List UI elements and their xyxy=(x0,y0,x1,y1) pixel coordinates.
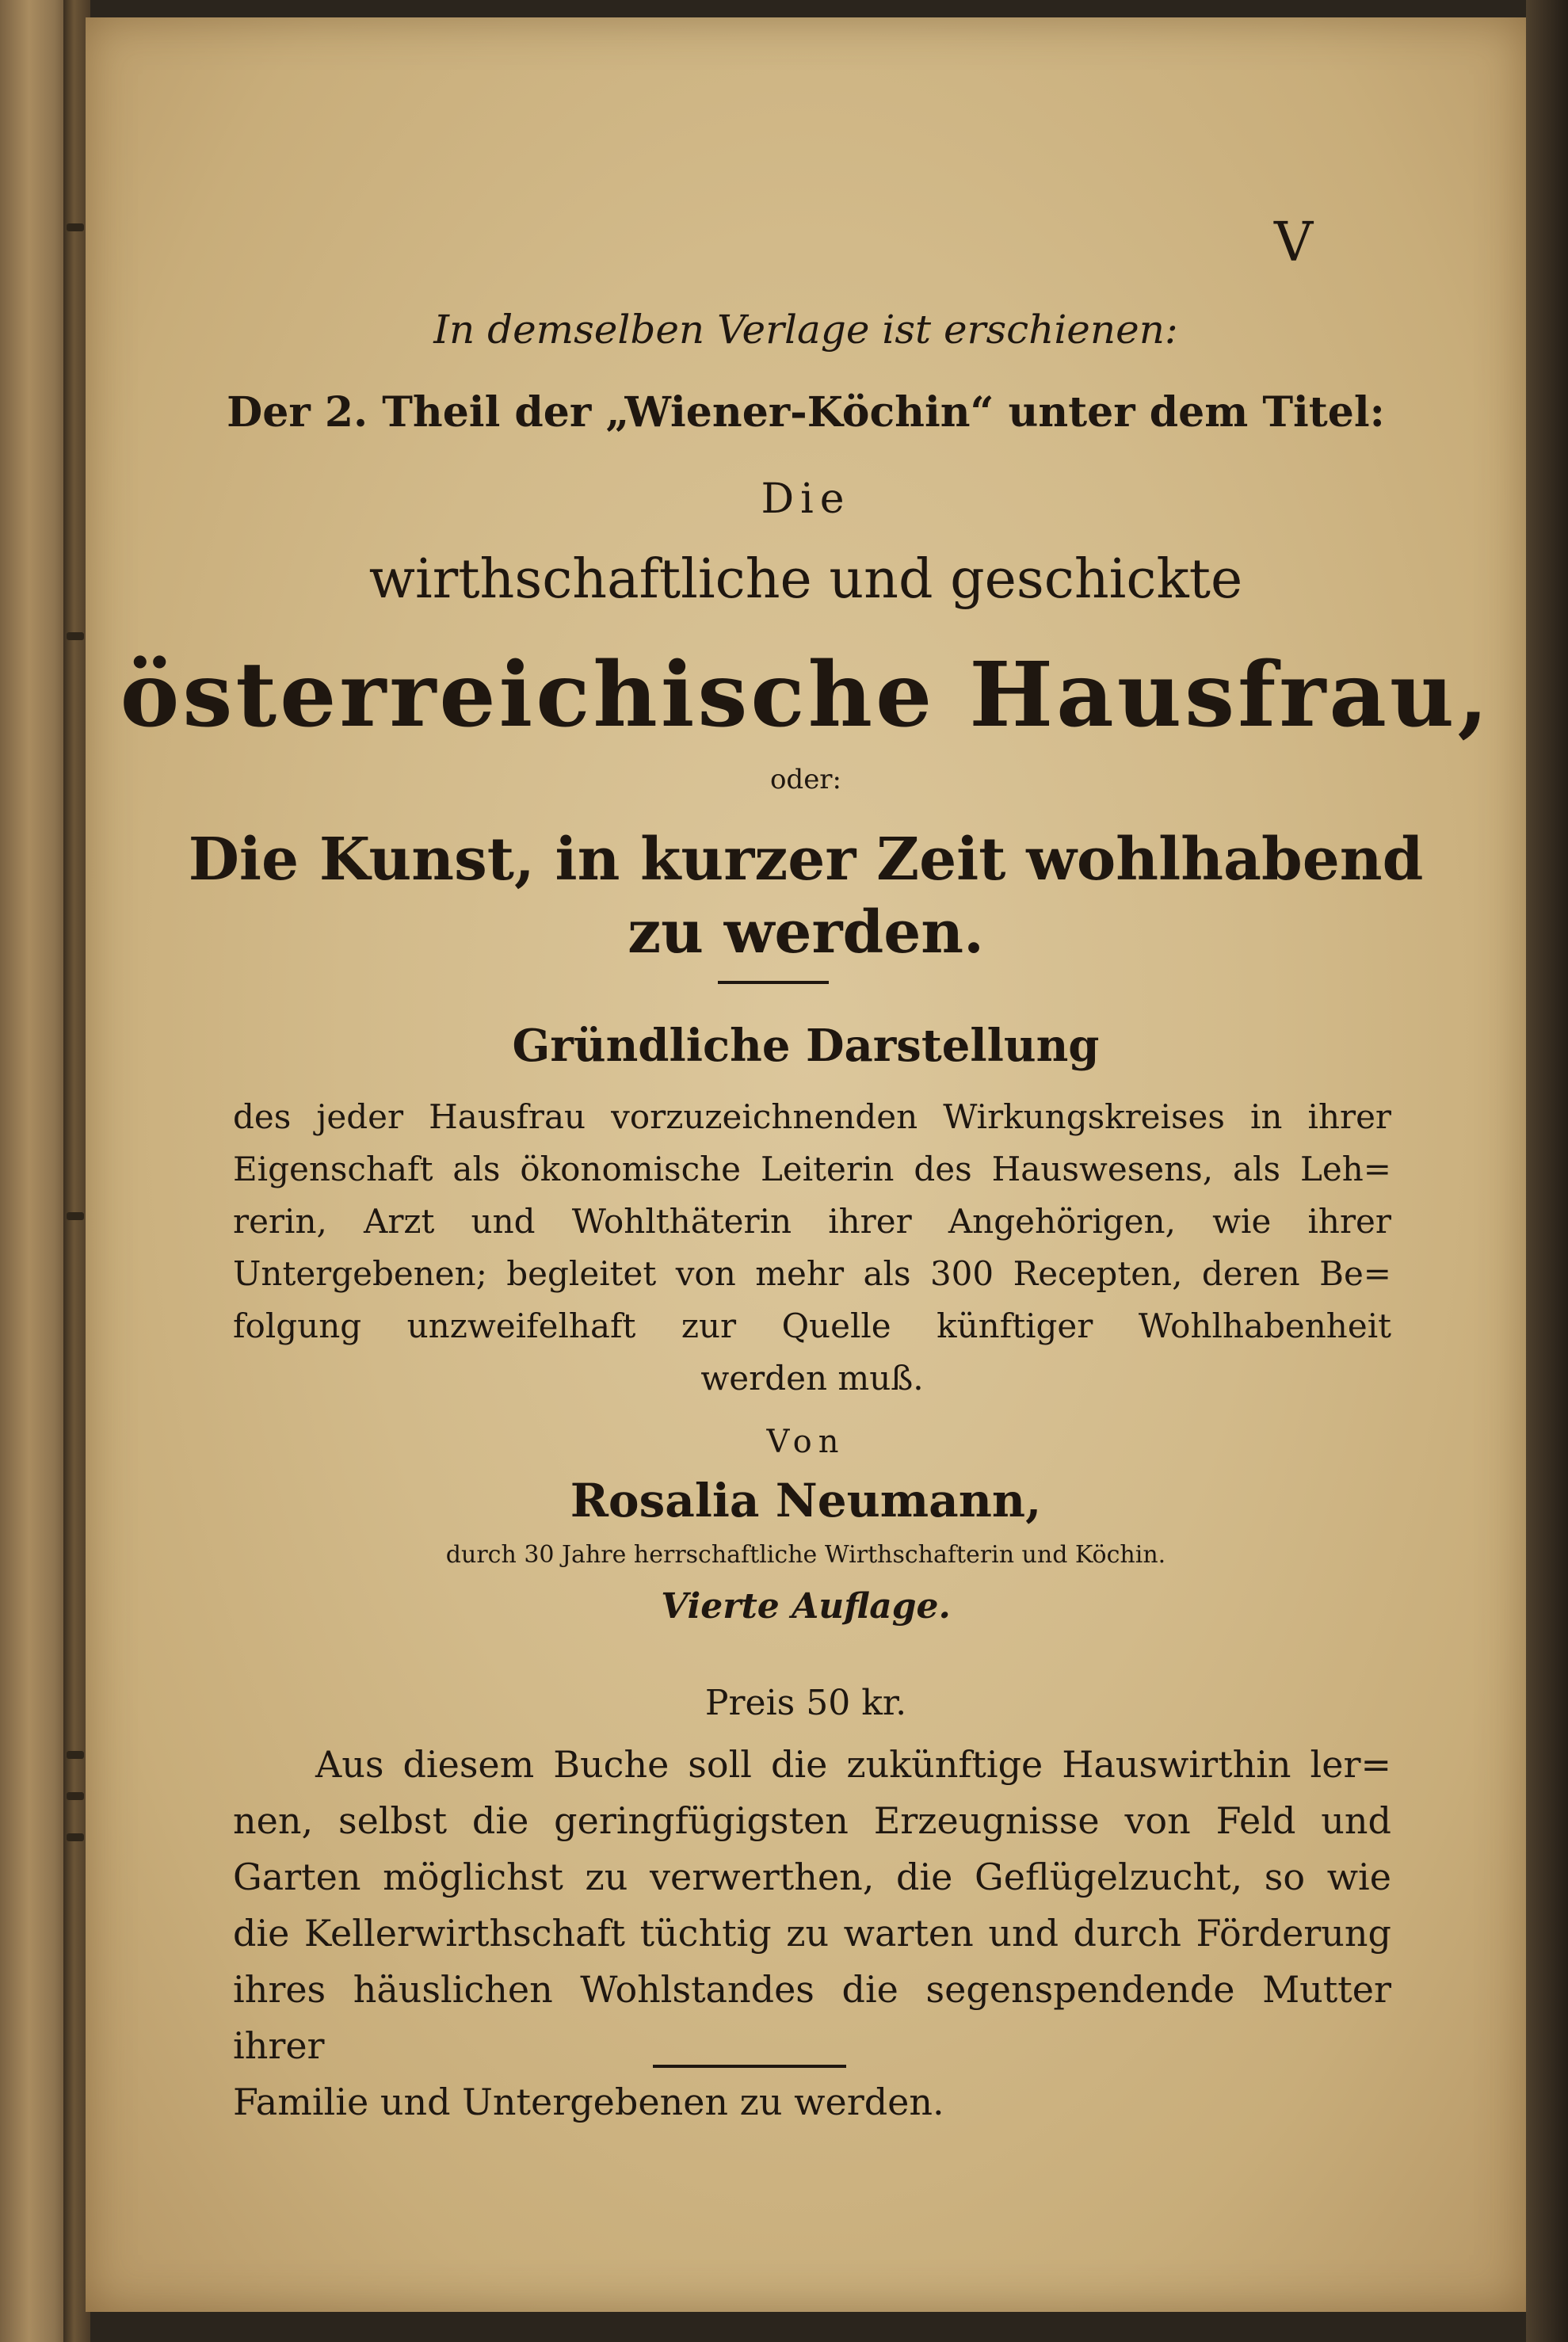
edition-label: Vierte Auflage. xyxy=(661,1586,951,1627)
title-line-1: wirthschaftliche und geschickte xyxy=(368,548,1243,611)
by-label: Von xyxy=(766,1424,845,1460)
advert-paragraph xyxy=(233,1737,1391,2130)
description-line: Eigenschaft als ökonomische Leiterin des Hauswesens, als Leh= xyxy=(233,1150,1391,1188)
series-line: Der 2. Theil der „Wiener-Köchin“ unter dem Titel: xyxy=(227,388,1385,437)
description-line: werden muß. xyxy=(700,1359,924,1398)
description-paragraph xyxy=(233,1091,1391,1405)
binding-stitch xyxy=(67,223,84,231)
subtitle-line-2: zu werden. xyxy=(628,898,984,967)
divider-rule xyxy=(718,981,829,984)
description-line: rerin, Arzt und Wohlthäterin ihrer Angehörigen, wie ihrer xyxy=(233,1202,1391,1241)
binding-stitch xyxy=(67,1212,84,1220)
page-number: V xyxy=(1274,212,1314,274)
advert-line: Aus diesem Buche soll die zukünftige Hauswirthin ler= xyxy=(315,1743,1391,1786)
publisher-note: In demselben Verlage ist erschienen: xyxy=(433,307,1178,353)
binding-stitch xyxy=(67,1792,84,1800)
advert-line: Garten möglichst zu verwerthen, die Geflügelzucht, so wie xyxy=(233,1856,1391,1898)
title-or: oder: xyxy=(769,764,842,795)
advert-line: Familie und Untergebenen zu werden. xyxy=(233,2081,944,2123)
advert-line: die Kellerwirthschaft tüchtig zu warten und durch Förderung xyxy=(233,1912,1391,1955)
section-heading: Gründliche Darstellung xyxy=(512,1020,1100,1072)
binding-stitch xyxy=(67,1751,84,1759)
description-line: Untergebenen; begleitet von mehr als 300 Recepten, deren Be= xyxy=(233,1254,1391,1293)
title-line-2: österreichische Hausfrau, xyxy=(120,643,1492,747)
binding-stitch xyxy=(67,632,84,640)
page-content xyxy=(86,17,1526,2312)
description-line: des jeder Hausfrau vorzuzeichnenden Wirkungskreises in ihrer xyxy=(233,1097,1391,1136)
binding-stitch xyxy=(67,1833,84,1841)
author-name: Rosalia Neumann, xyxy=(570,1474,1042,1528)
divider-rule xyxy=(653,2065,846,2068)
advert-line: ihres häuslichen Wohlstandes die segenspendende Mutter ihrer xyxy=(233,1968,1391,2067)
title-article: Die xyxy=(761,475,851,523)
left-page-edge xyxy=(0,0,73,2342)
author-credential: durch 30 Jahre herrschaftliche Wirthschafterin und Köchin. xyxy=(445,1541,1166,1569)
right-page-edge xyxy=(1526,0,1568,2342)
description-line: folgung unzweifelhaft zur Quelle künftiger Wohlhabenheit xyxy=(233,1306,1391,1345)
subtitle-line-1: Die Kunst, in kurzer Zeit wohlhabend xyxy=(188,826,1424,894)
price-label: Preis 50 kr. xyxy=(704,1683,907,1723)
advert-line: nen, selbst die geringfügigsten Erzeugnisse von Feld und xyxy=(233,1799,1391,1842)
